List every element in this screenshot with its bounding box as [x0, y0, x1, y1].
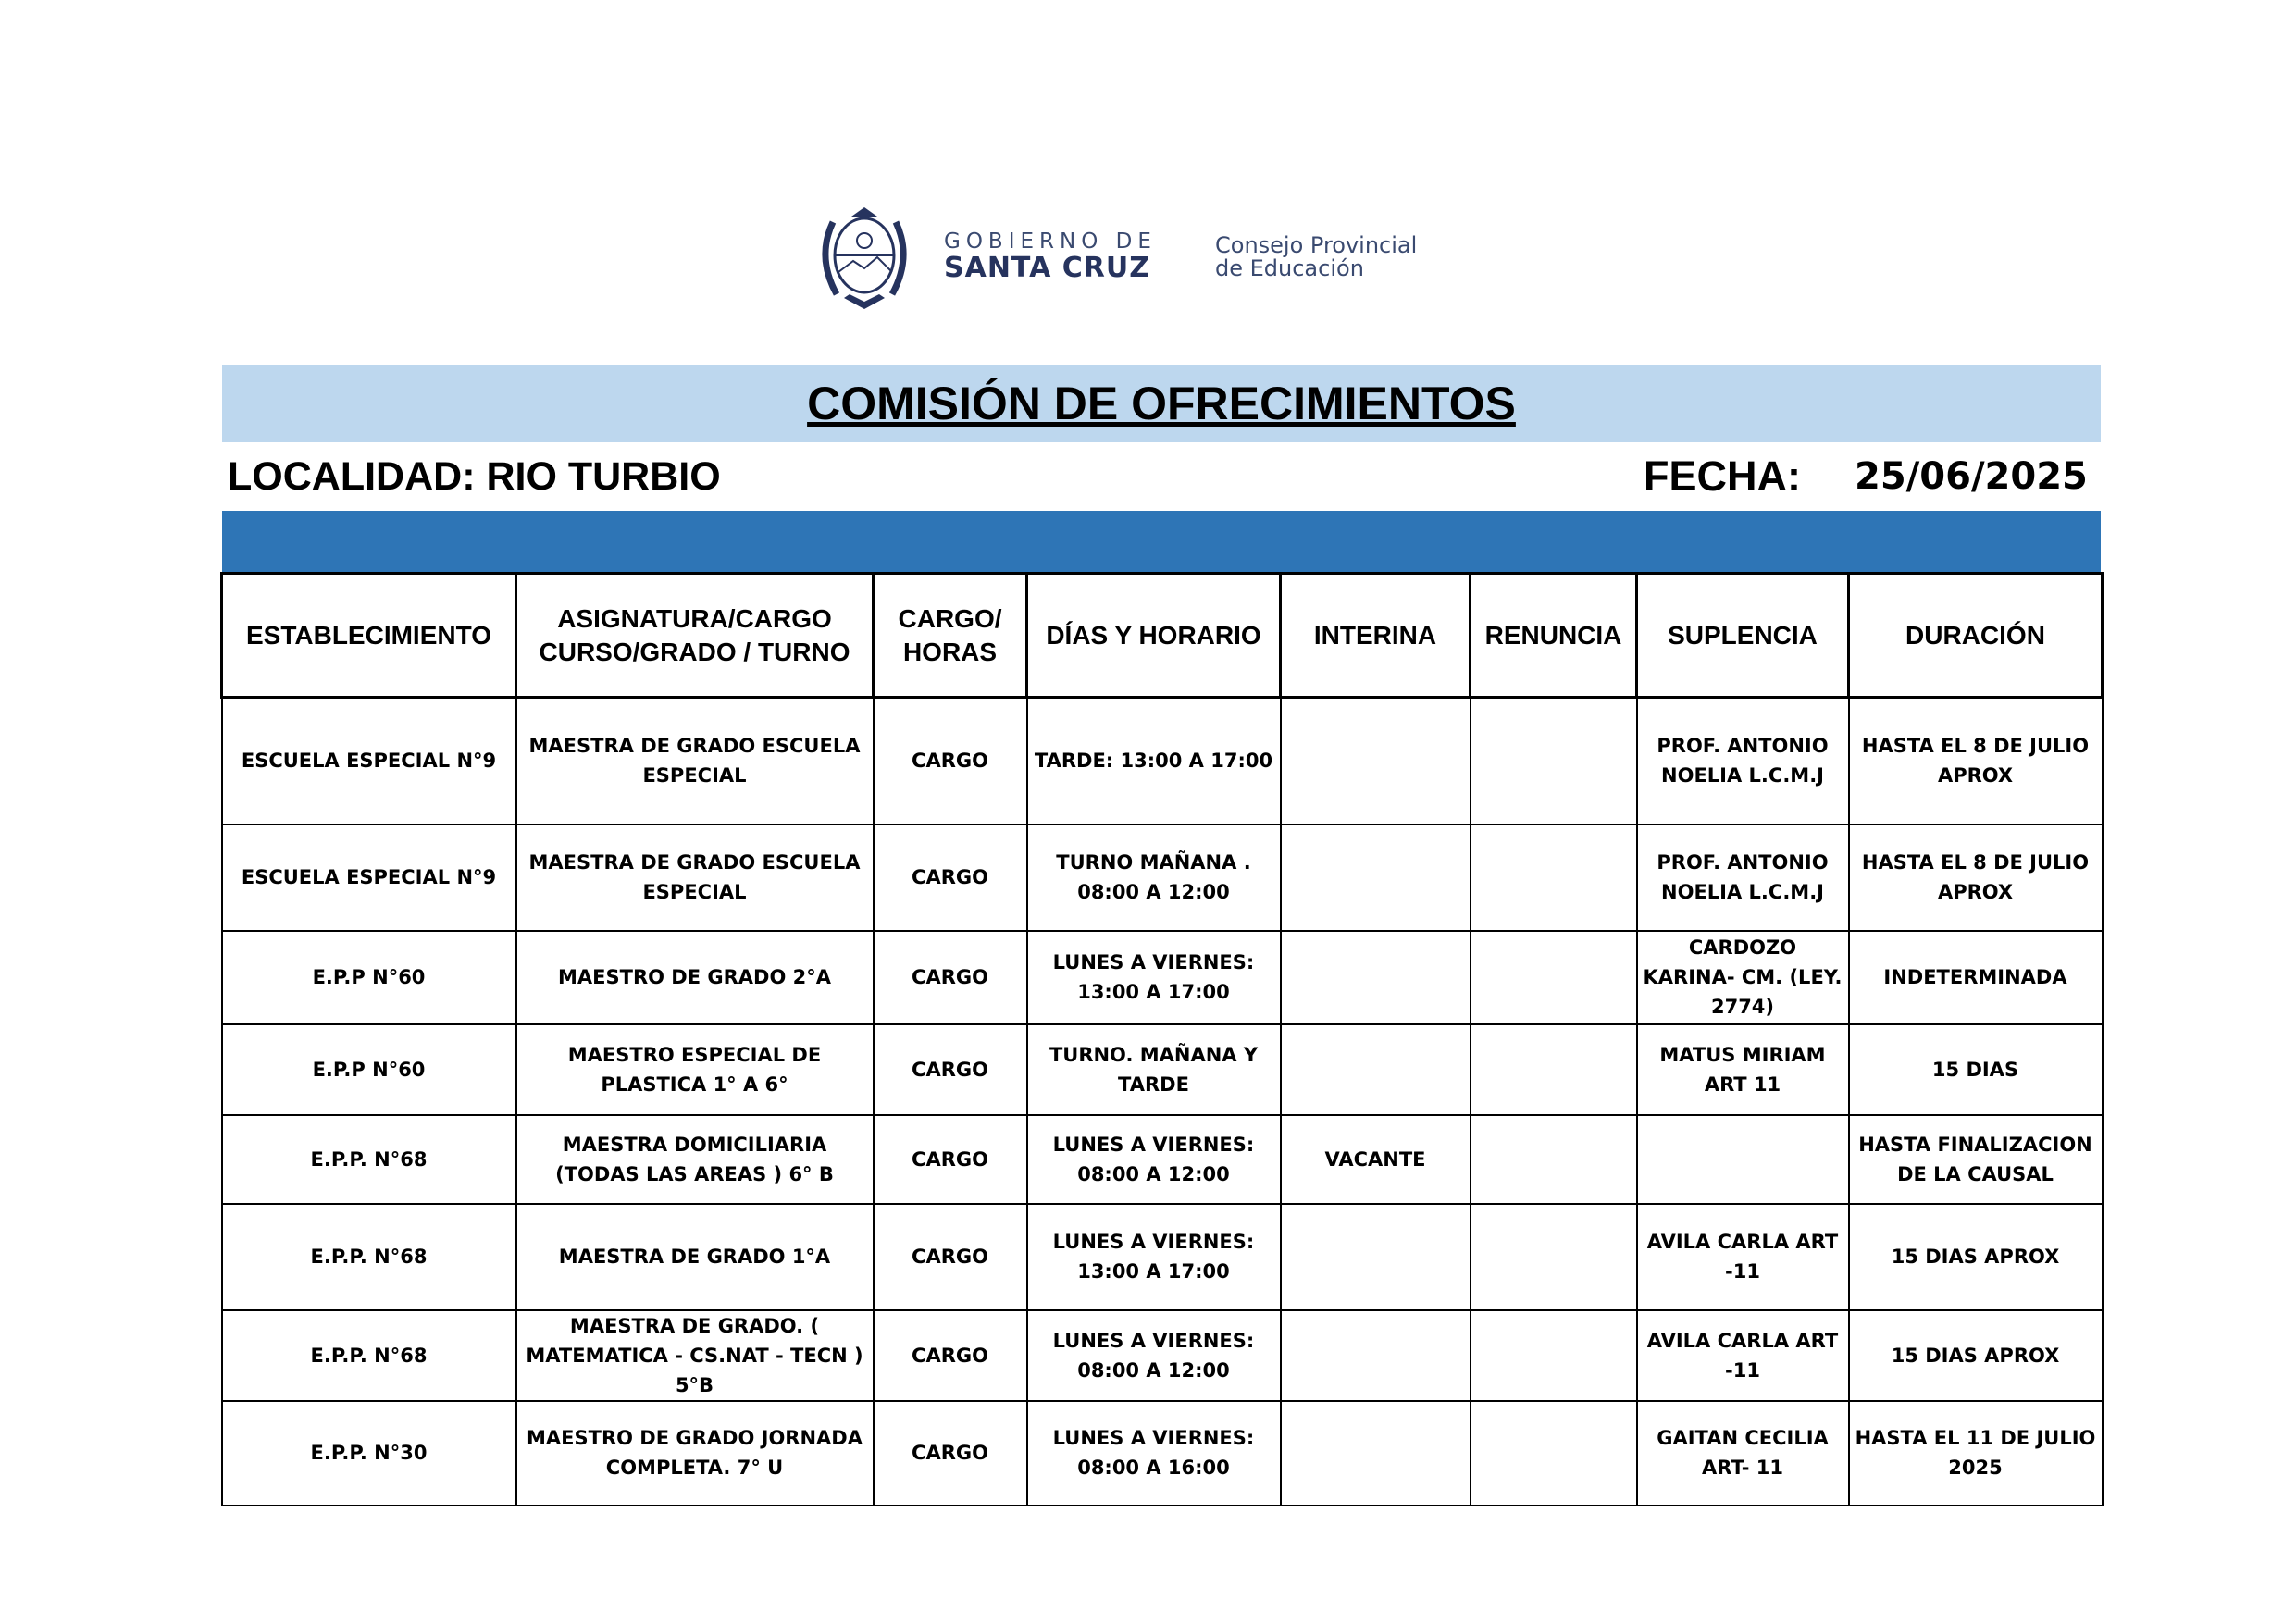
logo-council-line1: Consejo Provincial: [1215, 232, 1418, 258]
col-header-interina: INTERINA: [1281, 574, 1471, 698]
date-label: FECHA:: [1644, 452, 1801, 500]
cell-interina: [1281, 931, 1471, 1024]
cell-establecimiento: E.P.P N°60: [222, 931, 516, 1024]
cell-asignatura: MAESTRA DE GRADO 1°A: [516, 1204, 874, 1310]
col-header-asignatura: ASIGNATURA/CARGO CURSO/GRADO / TURNO: [516, 574, 874, 698]
cell-dias: TURNO. MAÑANA Y TARDE: [1027, 1024, 1281, 1115]
cell-establecimiento: E.P.P. N°68: [222, 1115, 516, 1204]
cell-suplencia: PROF. ANTONIO NOELIA L.C.M.J: [1637, 824, 1849, 931]
cell-dias: LUNES A VIERNES: 08:00 A 16:00: [1027, 1401, 1281, 1506]
cell-establecimiento: ESCUELA ESPECIAL N°9: [222, 824, 516, 931]
col-header-cargo: CARGO/ HORAS: [874, 574, 1027, 698]
cell-cargo: CARGO: [874, 1401, 1027, 1506]
cell-asignatura: MAESTRO DE GRADO 2°A: [516, 931, 874, 1024]
cell-duracion: HASTA EL 11 DE JULIO 2025: [1849, 1401, 2103, 1506]
cell-cargo: CARGO: [874, 1024, 1027, 1115]
cell-dias: LUNES A VIERNES: 13:00 A 17:00: [1027, 931, 1281, 1024]
cell-asignatura: MAESTRA DE GRADO ESCUELA ESPECIAL: [516, 824, 874, 931]
cell-interina: [1281, 1024, 1471, 1115]
cell-asignatura: MAESTRA DOMICILIARIA (TODAS LAS AREAS ) 6° B: [516, 1115, 874, 1204]
col-header-establecimiento: ESTABLECIMIENTO: [222, 574, 516, 698]
cell-cargo: CARGO: [874, 1310, 1027, 1401]
header-color-band: [222, 511, 2101, 572]
cell-renuncia: [1471, 1115, 1637, 1204]
cell-establecimiento: E.P.P. N°68: [222, 1204, 516, 1310]
cell-duracion: HASTA FINALIZACION DE LA CAUSAL: [1849, 1115, 2103, 1204]
cell-duracion: 15 DIAS APROX: [1849, 1204, 2103, 1310]
locality-label: LOCALIDAD: RIO TURBIO: [228, 454, 721, 499]
table-row: [222, 1024, 2103, 1115]
cell-interina: [1281, 1204, 1471, 1310]
table-row: [222, 931, 2103, 1024]
cell-asignatura: MAESTRO DE GRADO JORNADA COMPLETA. 7° U: [516, 1401, 874, 1506]
cell-renuncia: [1471, 1024, 1637, 1115]
cell-cargo: CARGO: [874, 698, 1027, 824]
cell-interina: [1281, 698, 1471, 824]
date-value: 25/06/2025: [1855, 455, 2088, 498]
cell-renuncia: [1471, 698, 1637, 824]
logo-government-label: GOBIERNO DE: [944, 229, 1157, 254]
cell-cargo: CARGO: [874, 824, 1027, 931]
table-row: [222, 1204, 2103, 1310]
cell-suplencia: PROF. ANTONIO NOELIA L.C.M.J: [1637, 698, 1849, 824]
col-header-dias: DÍAS Y HORARIO: [1027, 574, 1281, 698]
cell-interina: [1281, 1401, 1471, 1506]
cell-dias: LUNES A VIERNES: 08:00 A 12:00: [1027, 1310, 1281, 1401]
cell-renuncia: [1471, 1310, 1637, 1401]
logo-council-name: [1215, 234, 1417, 280]
cell-suplencia: [1637, 1115, 1849, 1204]
cell-asignatura: MAESTRA DE GRADO. ( MATEMATICA - CS.NAT - TECN ) 5°B: [516, 1310, 874, 1401]
table-row: [222, 824, 2103, 931]
cell-interina: VACANTE: [1281, 1115, 1471, 1204]
cell-suplencia: AVILA CARLA ART -11: [1637, 1204, 1849, 1310]
table-row: [222, 1115, 2103, 1204]
logo-council-line2: de Educación: [1215, 255, 1364, 281]
cell-dias: TARDE: 13:00 A 17:00: [1027, 698, 1281, 824]
cell-renuncia: [1471, 824, 1637, 931]
cell-dias: TURNO MAÑANA . 08:00 A 12:00: [1027, 824, 1281, 931]
cell-duracion: HASTA EL 8 DE JULIO APROX: [1849, 698, 2103, 824]
cell-establecimiento: ESCUELA ESPECIAL N°9: [222, 698, 516, 824]
cell-suplencia: CARDOZO KARINA- CM. (LEY. 2774): [1637, 931, 1849, 1024]
government-logo: [814, 202, 1444, 313]
provincial-crest-icon: [814, 202, 914, 313]
cell-cargo: CARGO: [874, 931, 1027, 1024]
cell-suplencia: MATUS MIRIAM ART 11: [1637, 1024, 1849, 1115]
cell-duracion: INDETERMINADA: [1849, 931, 2103, 1024]
cell-dias: LUNES A VIERNES: 13:00 A 17:00: [1027, 1204, 1281, 1310]
cell-cargo: CARGO: [874, 1115, 1027, 1204]
cell-duracion: 15 DIAS APROX: [1849, 1310, 2103, 1401]
cell-duracion: 15 DIAS: [1849, 1024, 2103, 1115]
cell-asignatura: MAESTRO ESPECIAL DE PLASTICA 1° A 6°: [516, 1024, 874, 1115]
table-body: [222, 698, 2103, 1506]
logo-province-name: SANTA CRUZ: [944, 252, 1150, 284]
cell-interina: [1281, 824, 1471, 931]
page-title: COMISIÓN DE OFRECIMIENTOS: [807, 378, 1516, 429]
table-header-row: [222, 574, 2103, 698]
table-row: [222, 698, 2103, 824]
cell-renuncia: [1471, 1204, 1637, 1310]
cell-establecimiento: E.P.P. N°68: [222, 1310, 516, 1401]
title-band: [222, 365, 2101, 442]
col-header-renuncia: RENUNCIA: [1471, 574, 1637, 698]
cell-dias: LUNES A VIERNES: 08:00 A 12:00: [1027, 1115, 1281, 1204]
cell-duracion: HASTA EL 8 DE JULIO APROX: [1849, 824, 2103, 931]
col-header-suplencia: SUPLENCIA: [1637, 574, 1849, 698]
table-row: [222, 1401, 2103, 1506]
cell-establecimiento: E.P.P. N°30: [222, 1401, 516, 1506]
cell-asignatura: MAESTRA DE GRADO ESCUELA ESPECIAL: [516, 698, 874, 824]
col-header-duracion: DURACIÓN: [1849, 574, 2103, 698]
cell-suplencia: AVILA CARLA ART -11: [1637, 1310, 1849, 1401]
cell-interina: [1281, 1310, 1471, 1401]
cell-establecimiento: E.P.P N°60: [222, 1024, 516, 1115]
cell-suplencia: GAITAN CECILIA ART- 11: [1637, 1401, 1849, 1506]
cell-renuncia: [1471, 1401, 1637, 1506]
cell-cargo: CARGO: [874, 1204, 1027, 1310]
cell-renuncia: [1471, 931, 1637, 1024]
table-row: [222, 1310, 2103, 1401]
offers-table: [220, 572, 2104, 1506]
